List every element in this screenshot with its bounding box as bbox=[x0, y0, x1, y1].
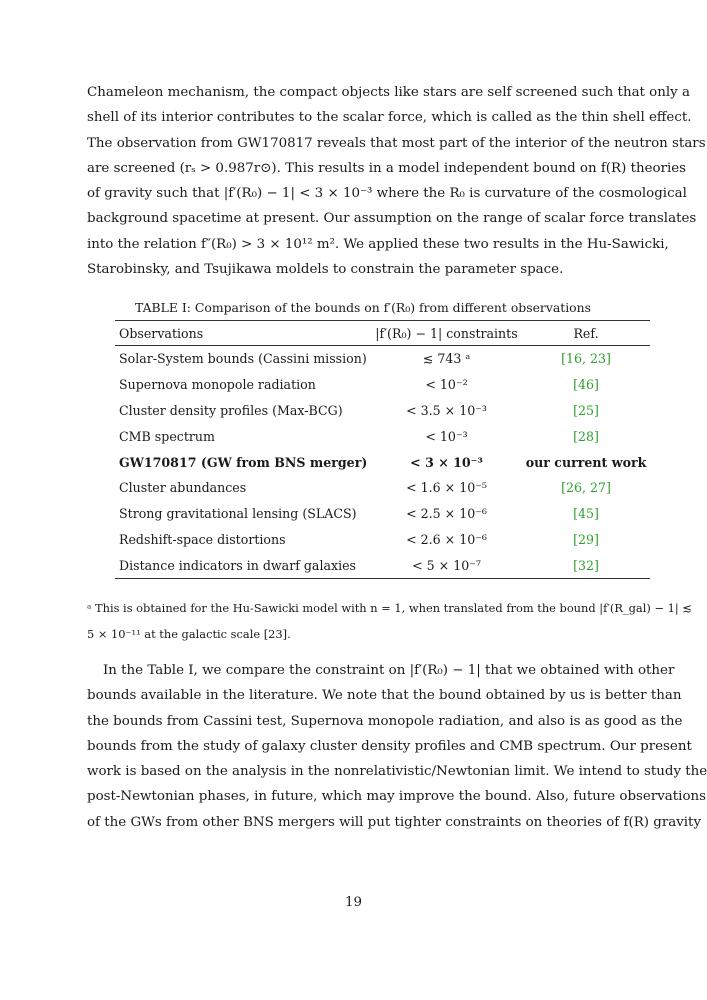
constraint-cell: < 3.5 × 10⁻³ bbox=[406, 402, 487, 418]
table-row bbox=[115, 552, 650, 578]
footnote-line: ᵃ This is obtained for the Hu-Sawicki model with n = 1, when translated from the bound |f′(R_gal) − 1| ≲ bbox=[87, 601, 692, 615]
constraint-cell: < 2.5 × 10⁻⁶ bbox=[406, 506, 487, 522]
observation-cell: Cluster density profiles (Max-BCG) bbox=[119, 402, 343, 418]
text-line: post-Newtonian phases, in future, which may improve the bound. Also, future observations bbox=[87, 789, 707, 805]
observation-cell: GW170817 (GW from BNS merger) bbox=[119, 454, 368, 470]
table-caption: TABLE I: Comparison of the bounds on f′(R₀) from different observations bbox=[135, 300, 591, 315]
footnote-line: 5 × 10⁻¹¹ at the galactic scale [23]. bbox=[87, 627, 291, 641]
ref-link[interactable]: [16, 23] bbox=[561, 351, 611, 367]
header-observations: Observations bbox=[115, 321, 371, 346]
paragraph-comparison bbox=[87, 658, 707, 835]
table-row bbox=[115, 423, 650, 449]
table-row bbox=[115, 475, 650, 501]
page-number: 19 bbox=[344, 895, 363, 910]
constraint-cell: < 1.6 × 10⁻⁵ bbox=[406, 480, 487, 496]
text-line: shell of its interior contributes to the scalar force, which is called as the thin shell effect. bbox=[87, 110, 692, 126]
constraint-cell: < 10⁻³ bbox=[425, 428, 468, 444]
text-line: are screened (rₛ > 0.987r⊙). This results in a model independent bound on f(R) theories bbox=[87, 160, 687, 176]
table-row bbox=[115, 501, 650, 527]
text-line: into the relation f″(R₀) > 3 × 10¹² m². We applied these two results in the Hu-Sawicki, bbox=[87, 236, 669, 252]
table-row bbox=[115, 527, 650, 553]
text-line: background spacetime at present. Our assumption on the range of scalar force translates bbox=[87, 211, 697, 227]
text-line: work is based on the analysis in the nonrelativistic/Newtonian limit. We intend to study the bbox=[87, 764, 707, 780]
ref-link[interactable]: [32] bbox=[522, 552, 651, 578]
text-line: of the GWs from other BNS mergers will put tighter constraints on theories of f(R) gravity bbox=[87, 814, 702, 830]
constraint-cell: < 5 × 10⁻⁷ bbox=[371, 552, 521, 578]
observation-cell: Supernova monopole radiation bbox=[119, 377, 316, 393]
text-line: Chameleon mechanism, the compact objects like stars are self screened such that only a bbox=[87, 85, 690, 100]
text-line: bounds available in the literature. We note that the bound obtained by us is better than bbox=[87, 688, 682, 704]
table-row bbox=[115, 372, 650, 398]
observation-cell: Solar-System bounds (Cassini mission) bbox=[119, 351, 367, 367]
constraint-cell: < 3 × 10⁻³ bbox=[410, 454, 483, 470]
text-line: In the Table I, we compare the constraint on |f′(R₀) − 1| that we obtained with other bbox=[103, 663, 675, 678]
text-line: bounds from the study of galaxy cluster density profiles and CMB spectrum. Our present bbox=[87, 738, 692, 754]
table-row bbox=[115, 346, 650, 372]
ref-cell: our current work bbox=[525, 454, 647, 470]
header-ref: Ref. bbox=[522, 321, 651, 346]
ref-link[interactable]: [26, 27] bbox=[561, 480, 611, 496]
text-line: of gravity such that |f′(R₀) − 1| < 3 × 10⁻³ where the R₀ is curvature of the cosmological bbox=[87, 186, 687, 202]
ref-link[interactable]: [28] bbox=[573, 428, 599, 444]
table-header-row bbox=[115, 321, 650, 346]
ref-link[interactable]: [45] bbox=[573, 506, 599, 522]
header-constraints: |f′(R₀) − 1| constraints bbox=[371, 321, 521, 346]
ref-link[interactable]: [25] bbox=[573, 402, 599, 418]
text-line: The observation from GW170817 reveals that most part of the interior of the neutron stars bbox=[87, 135, 706, 151]
paragraph-chameleon bbox=[87, 80, 706, 282]
table-row bbox=[115, 398, 650, 424]
table-row-highlight bbox=[115, 449, 650, 475]
bounds-table bbox=[115, 320, 650, 579]
observation-cell: Cluster abundances bbox=[119, 480, 247, 496]
observation-cell: Redshift-space distortions bbox=[119, 531, 286, 547]
constraint-cell: ≲ 743 ᵃ bbox=[422, 351, 471, 367]
observation-cell: CMB spectrum bbox=[119, 428, 215, 444]
constraint-cell: < 10⁻² bbox=[425, 377, 468, 393]
ref-link[interactable]: [46] bbox=[573, 377, 599, 393]
text-line: Starobinsky, and Tsujikawa moldels to constrain the parameter space. bbox=[87, 262, 564, 278]
text-line: the bounds from Cassini test, Supernova monopole radiation, and also is as good as the bbox=[87, 713, 683, 729]
constraint-cell: < 2.6 × 10⁻⁶ bbox=[406, 531, 487, 547]
ref-link[interactable]: [29] bbox=[573, 531, 599, 547]
observation-cell: Distance indicators in dwarf galaxies bbox=[115, 552, 371, 578]
table-footnote bbox=[87, 595, 692, 647]
observation-cell: Strong gravitational lensing (SLACS) bbox=[119, 506, 357, 522]
